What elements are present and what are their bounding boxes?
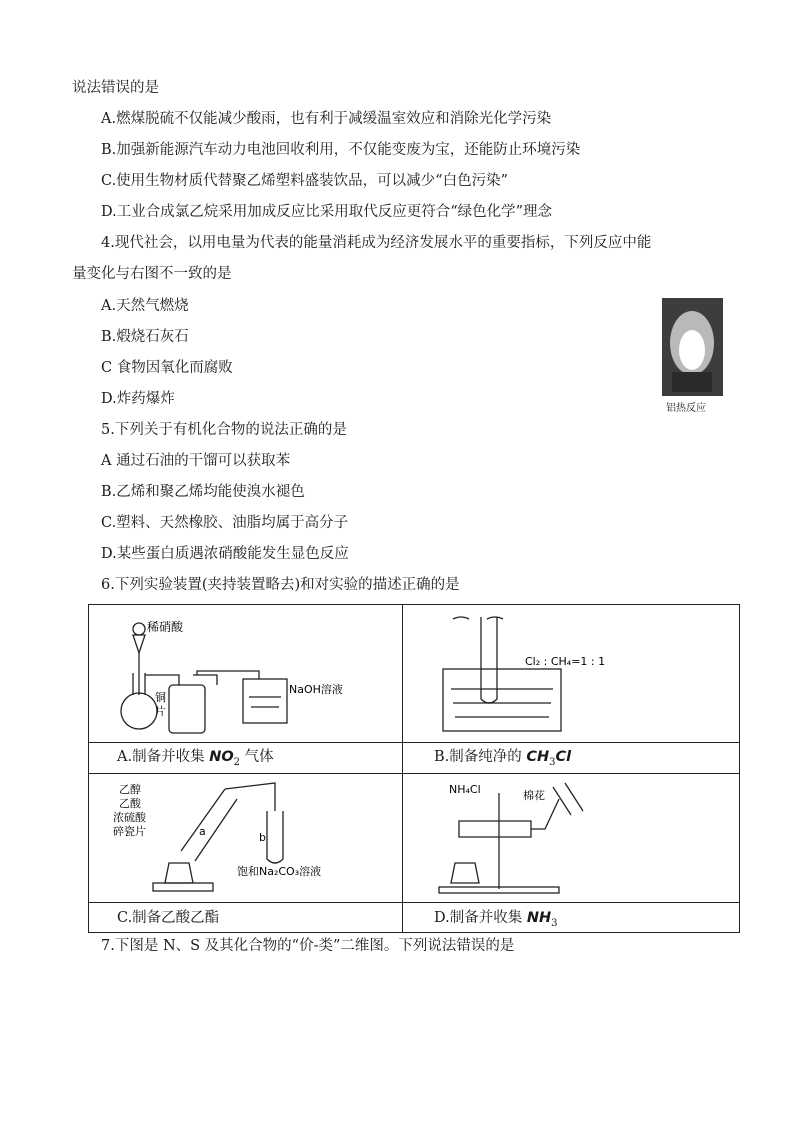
label-dilute-nitric-acid: 稀硝酸 — [147, 620, 184, 634]
q4-option-b: B.煅烧石灰石 — [101, 329, 189, 345]
table-divider-vertical — [402, 605, 403, 932]
label-naoh-solution: NaOH溶液 — [289, 683, 343, 696]
photo-caption: 铝热反应 — [666, 403, 706, 414]
q4-option-c: C 食物因氧化而腐败 — [101, 360, 233, 376]
q3-option-c: C.使用生物材质代替聚乙烯塑料盛装饮品，可以减少“白色污染” — [101, 173, 509, 189]
label-tube-b: b — [259, 831, 266, 844]
q4-stem-line1: 4.现代社会，以用电量为代表的能量消耗成为经济发展水平的重要指标，下列反应中能 — [101, 235, 652, 251]
apparatus-a-diagram — [99, 613, 389, 737]
table-divider-row1 — [89, 742, 739, 743]
label-copper-1: 铜 — [155, 691, 166, 704]
q7-stem: 7.下图是 N、S 及其化合物的“价-类”二维图。下列说法错误的是 — [101, 938, 515, 954]
q4-stem-line2: 量变化与右图不一致的是 — [72, 266, 232, 282]
label-sat-na2co3: 饱和Na₂CO₃溶液 — [237, 865, 322, 878]
apparatus-c-diagram — [109, 779, 389, 899]
q4-option-a: A.天然气燃烧 — [101, 298, 189, 314]
table-divider-row3 — [89, 902, 739, 903]
q6-stem: 6.下列实验装置(夹持装置略去)和对实验的描述正确的是 — [101, 577, 460, 593]
label-copper-2: 片 — [155, 705, 166, 718]
caption-b: B.制备纯净的 $CH_3Cl$ — [434, 749, 572, 768]
q5-option-d: D.某些蛋白质遇浓硝酸能发生显色反应 — [101, 546, 349, 562]
q3-option-a: A.燃煤脱硫不仅能减少酸雨，也有利于减缓温室效应和消除光化学污染 — [101, 111, 552, 127]
label-conc-sulfuric-acid: 浓硫酸 — [113, 811, 146, 824]
q4-option-d: D.炸药爆炸 — [101, 391, 175, 407]
label-ethanol: 乙醇 — [119, 783, 141, 796]
q5-option-c: C.塑料、天然橡胶、油脂均属于高分子 — [101, 515, 349, 531]
q5-option-a: A 通过石油的干馏可以获取苯 — [101, 453, 291, 469]
label-nh4cl: NH₄Cl — [449, 783, 481, 796]
label-acetic-acid: 乙酸 — [119, 797, 141, 810]
q3-option-d: D.工业合成氯乙烷采用加成反应比采用取代反应更符合“绿色化学”理念 — [101, 204, 553, 220]
label-tube-a: a — [199, 825, 206, 838]
label-cotton: 棉花 — [523, 789, 545, 802]
caption-c: C.制备乙酸乙酯 — [117, 910, 220, 926]
apparatus-b-diagram — [409, 609, 734, 739]
intro-line: 说法错误的是 — [72, 80, 159, 96]
caption-a: A.制备并收集 $NO_2$ 气体 — [117, 749, 274, 768]
apparatus-d-diagram — [419, 779, 719, 899]
q3-option-b: B.加强新能源汽车动力电池回收利用，不仅能变废为宝，还能防止环境污染 — [101, 142, 581, 158]
caption-d: D.制备并收集 $NH_3$ — [434, 910, 558, 929]
label-porcelain-chips: 碎瓷片 — [113, 825, 146, 838]
table-divider-row2 — [89, 773, 739, 774]
thermite-reaction-photo — [662, 298, 723, 396]
q5-stem: 5.下列关于有机化合物的说法正确的是 — [101, 422, 347, 438]
label-gas-ratio: Cl₂ : CH₄=1 : 1 — [525, 655, 606, 668]
q5-option-b: B.乙烯和聚乙烯均能使溴水褪色 — [101, 484, 305, 500]
experiment-table — [88, 604, 740, 933]
